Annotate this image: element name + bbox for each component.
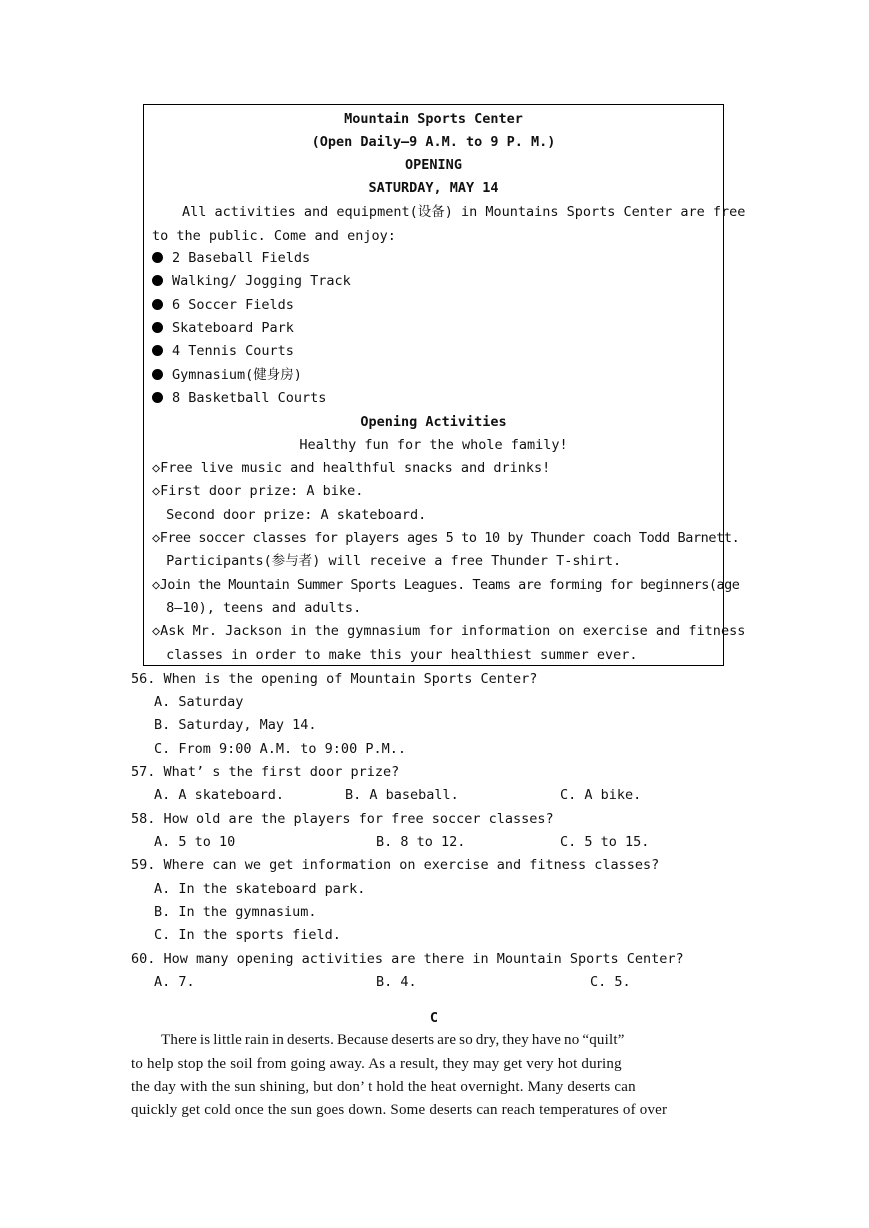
activity-line: ◇First door prize: A bike. (152, 483, 364, 499)
option-57a: A. A skateboard. (154, 787, 285, 803)
facility-item (152, 388, 326, 408)
option-56a: A. Saturday (154, 694, 244, 710)
section-c-line: the day with the sun shining, but don’ t hold the heat overnight. Many deserts can (131, 1079, 636, 1095)
option-58b: B. 8 to 12. (376, 834, 466, 850)
facility-label: 4 Tennis Courts (172, 343, 294, 359)
facility-label: Gymnasium(健身房) (172, 367, 302, 383)
activity-line: ◇Free live music and healthful snacks and drinks! (152, 460, 551, 476)
option-56c: C. From 9:00 A.M. to 9:00 P.M.. (154, 741, 406, 757)
activity-line: ◇Join the Mountain Summer Sports Leagues. Teams are forming for beginners(age (152, 577, 740, 593)
facility-item (152, 271, 351, 291)
facility-label: 6 Soccer Fields (172, 297, 294, 313)
notice-title: Mountain Sports Center (344, 111, 523, 127)
option-57b: B. A baseball. (345, 787, 459, 803)
facility-item (152, 248, 310, 268)
activity-line: Second door prize: A skateboard. (158, 507, 427, 523)
bullet-icon (152, 322, 163, 333)
question-59: 59. Where can we get information on exercise and fitness classes? (131, 857, 660, 873)
option-58a: A. 5 to 10 (154, 834, 236, 850)
bullet-icon (152, 369, 163, 380)
notice-opening: OPENING (405, 157, 462, 173)
activity-line: 8—10), teens and adults. (158, 600, 362, 616)
option-60a: A. 7. (154, 974, 195, 990)
activities-title: Opening Activities (360, 414, 507, 430)
option-59a: A. In the skateboard park. (154, 881, 366, 897)
option-60b: B. 4. (376, 974, 417, 990)
bullet-icon (152, 345, 163, 356)
bullet-icon (152, 252, 163, 263)
notice-intro-line1: All activities and equipment(设备) in Mountains Sports Center are free (182, 204, 746, 220)
facility-label: 8 Basketball Courts (172, 390, 327, 406)
question-57: 57. What’ s the first door prize? (131, 764, 400, 780)
bullet-icon (152, 275, 163, 286)
activity-line: ◇Free soccer classes for players ages 5 to 10 by Thunder coach Todd Barnett. (152, 530, 740, 546)
option-59c: C. In the sports field. (154, 927, 341, 943)
notice-date: SATURDAY, MAY 14 (368, 180, 499, 196)
bullet-icon (152, 299, 163, 310)
facility-label: Skateboard Park (172, 320, 294, 336)
question-60: 60. How many opening activities are there in Mountain Sports Center? (131, 951, 684, 967)
section-c-line: quickly get cold once the sun goes down. Some deserts can reach temperatures of over (131, 1102, 668, 1118)
notice-hours: (Open Daily—9 A.M. to 9 P. M.) (311, 134, 556, 150)
facility-item (152, 341, 294, 361)
facility-label: 2 Baseball Fields (172, 250, 311, 266)
section-c-line: There is little rain in deserts. Because deserts are so dry, they have no “quilt” (161, 1032, 625, 1048)
section-c-line: to help stop the soil from going away. As a result, they may get very hot during (131, 1056, 622, 1072)
question-58: 58. How old are the players for free soccer classes? (131, 811, 554, 827)
activities-subtitle: Healthy fun for the whole family! (299, 437, 568, 453)
bullet-icon (152, 392, 163, 403)
option-58c: C. 5 to 15. (560, 834, 650, 850)
facility-item (152, 295, 294, 315)
facility-item (152, 365, 302, 385)
option-57c: C. A bike. (560, 787, 642, 803)
activity-line: classes in order to make this your healthiest summer ever. (158, 647, 638, 663)
option-59b: B. In the gymnasium. (154, 904, 317, 920)
option-60c: C. 5. (590, 974, 631, 990)
activity-line: ◇Ask Mr. Jackson in the gymnasium for information on exercise and fitness (152, 623, 746, 639)
facility-item (152, 318, 294, 338)
facility-label: Walking/ Jogging Track (172, 273, 351, 289)
question-56: 56. When is the opening of Mountain Sports Center? (131, 671, 538, 687)
notice-intro-line2: to the public. Come and enjoy: (152, 228, 396, 244)
activity-line: Participants(参与者) will receive a free Thunder T-shirt. (158, 553, 622, 569)
option-56b: B. Saturday, May 14. (154, 717, 317, 733)
section-c-heading: C (429, 1010, 439, 1026)
